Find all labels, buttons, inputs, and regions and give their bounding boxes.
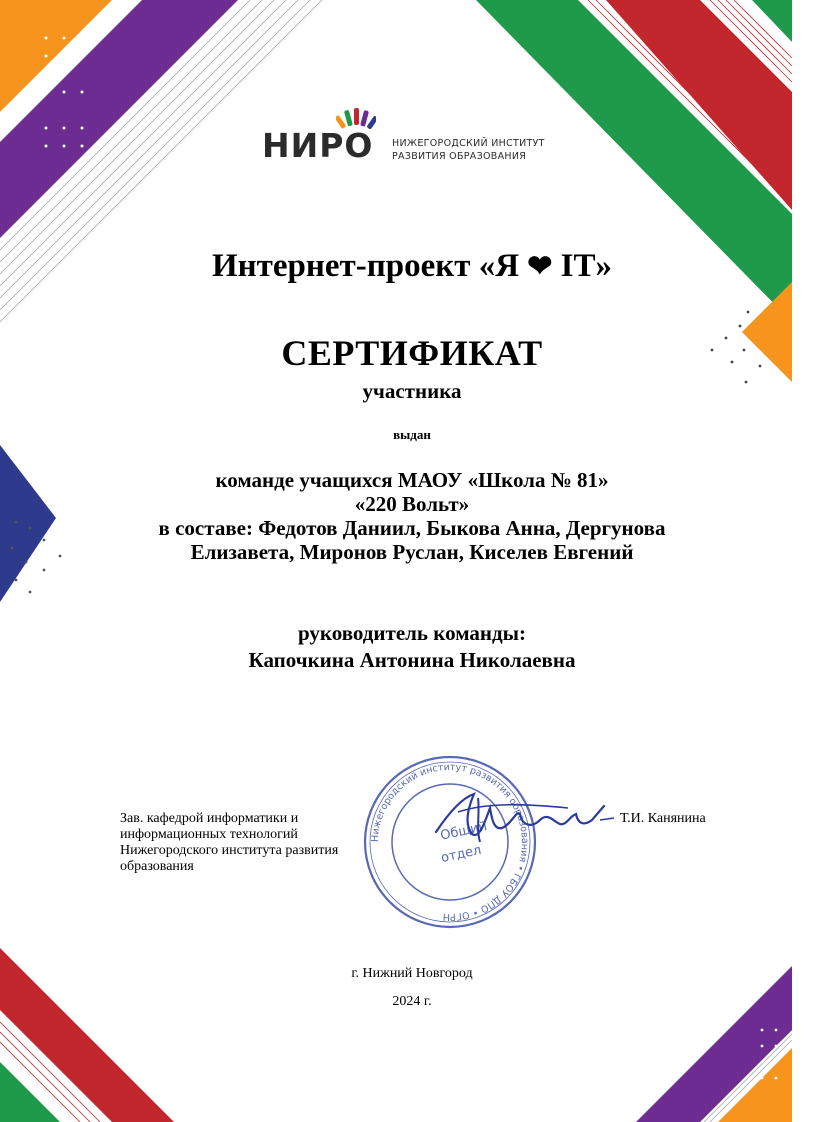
certificate-subtitle: участника <box>362 379 462 403</box>
leader-label: руководитель команды: <box>298 621 526 645</box>
niro-logo <box>262 104 582 164</box>
project-title-suffix: IT» <box>560 248 613 284</box>
signer-name: Т.И. Канянина <box>620 811 706 826</box>
certificate-title: СЕРТИФИКАТ <box>281 333 543 373</box>
recipient-block <box>0 468 824 564</box>
bottom-left-green-corner <box>0 1062 60 1122</box>
logo-wordmark: НИРО <box>262 126 374 165</box>
stamp-ring-text: Нижегородский институт развития образования • ГБОУ ДПО • ОГРН <box>369 761 531 923</box>
signer-position-line-1: Зав. кафедрой информатики и <box>120 811 299 826</box>
signer-position-line-4: образования <box>120 859 194 874</box>
recipient-line-3: в составе: Федотов Даниил, Быкова Анна, Дергунова <box>158 516 666 540</box>
signer-position-line-2: информационных технологий <box>120 827 298 842</box>
recipient-line-4: Елизавета, Миронов Руслан, Киселев Евгений <box>190 540 634 564</box>
signer-position <box>120 811 400 875</box>
leader-name: Капочкина Антонина Николаевна <box>248 648 576 672</box>
logo-subtitle-line1: НИЖЕГОРОДСКИЙ ИНСТИТУТ <box>392 138 545 149</box>
issued-label: выдан <box>393 427 431 442</box>
city: г. Нижний Новгород <box>351 966 473 981</box>
top-right-green-corner <box>752 0 792 42</box>
logo-subtitle-line2: РАЗВИТИЯ ОБРАЗОВАНИЯ <box>392 151 527 162</box>
heart-icon: ❤ <box>527 250 553 283</box>
handwritten-signature <box>428 784 628 854</box>
year: 2024 г. <box>392 994 432 1009</box>
stamp-center-line-1: Общий <box>439 819 489 844</box>
recipient-line-1: команде учащихся МАОУ «Школа № 81» <box>215 468 609 492</box>
signer-position-line-3: Нижегородского института развития <box>120 843 339 858</box>
project-title-prefix: Интернет-проект «Я <box>211 248 520 284</box>
stamp-center-line-2: отдел <box>439 842 483 867</box>
logo-subtitle <box>392 137 545 163</box>
project-title <box>0 248 824 285</box>
recipient-line-2: «220 Вольт» <box>354 492 470 516</box>
